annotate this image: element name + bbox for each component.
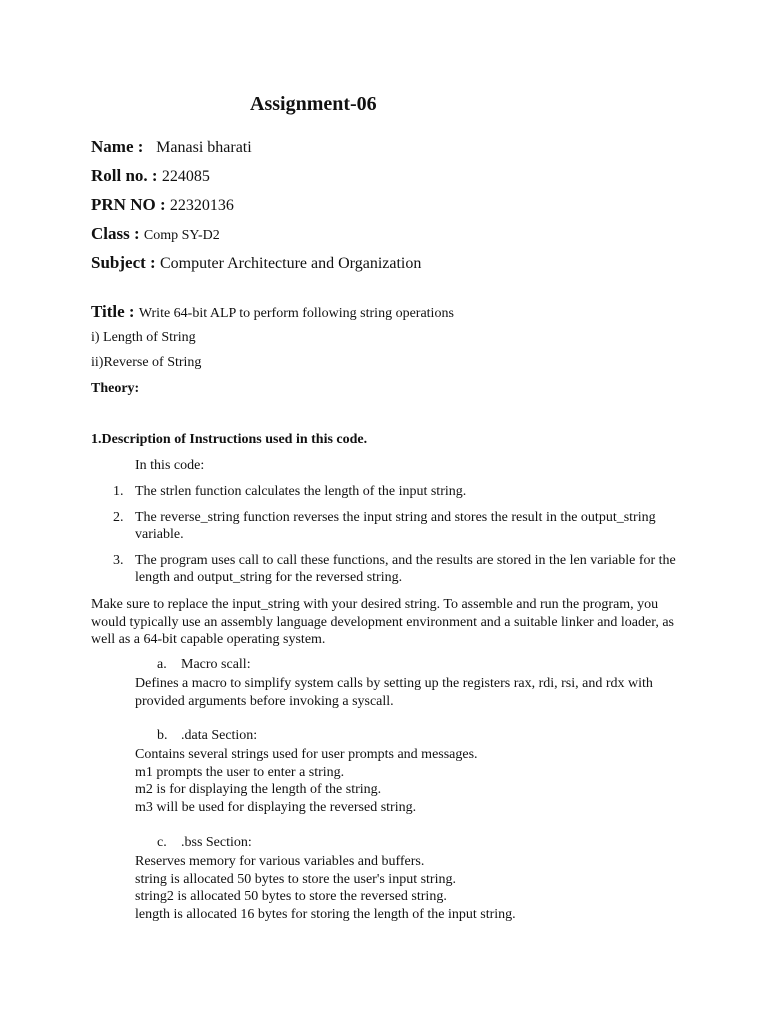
roll-row	[91, 166, 210, 186]
prn-row	[91, 195, 234, 215]
subsection-line: Contains several strings used for user prompts and messages.	[135, 747, 478, 762]
list-number: 2.	[113, 510, 124, 525]
subsection-heading: Macro scall:	[181, 657, 251, 672]
subsection-letter: b.	[157, 728, 168, 743]
subject-row	[91, 253, 421, 273]
subsection-c-title	[157, 835, 252, 851]
subsection-c-body	[135, 853, 695, 924]
subsection-line: m3 will be used for displaying the reversed string.	[135, 800, 417, 816]
prn-label: PRN NO :	[91, 195, 166, 214]
subsection-line: Reserves memory for various variables and buffers.	[135, 854, 425, 869]
class-label: Class :	[91, 224, 140, 243]
roll-label: Roll no. :	[91, 166, 158, 185]
theory-heading: Theory:	[91, 381, 140, 396]
subsection-line: length is allocated 16 bytes for storing the length of the input string.	[135, 907, 516, 923]
section-heading: 1.Description of Instructions used in this code.	[91, 432, 368, 447]
operation-length: i) Length of String	[91, 330, 196, 345]
subsection-b-body	[135, 746, 695, 817]
name-row	[91, 137, 252, 157]
class-value: Comp SY-D2	[143, 228, 220, 243]
list-text: The reverse_string function reverses the input string and stores the result in the output_string variable.	[135, 510, 656, 542]
subsection-a-body	[135, 675, 695, 710]
list-number: 1.	[113, 484, 124, 499]
subsection-line: m2 is for displaying the length of the string.	[135, 782, 382, 798]
subject-label: Subject :	[91, 253, 156, 272]
instructions-paragraph: Make sure to replace the input_string with your desired string. To assemble and run the program, you would typically use an assembly language development environment and a suitable linker and loader, as well as a 64-bit capable operating system.	[91, 597, 674, 647]
list-text: The strlen function calculates the length of the input string.	[135, 484, 467, 499]
subsection-line: m1 prompts the user to enter a string.	[135, 764, 345, 780]
subsection-a-title	[157, 657, 251, 673]
name-value: Manasi bharati	[156, 139, 252, 156]
roll-value: 224085	[161, 168, 210, 185]
list-text: The program uses call to call these functions, and the results are stored in the len variable for the length and output_string for the reversed string.	[135, 553, 676, 585]
subsection-line: string is allocated 50 bytes to store the user's input string.	[135, 871, 456, 887]
class-row	[91, 224, 220, 244]
assignment-title-label: Title :	[91, 302, 135, 321]
operation-reverse: ii)Reverse of String	[91, 355, 202, 370]
subsection-letter: a.	[157, 657, 167, 672]
document-title: Assignment-06	[250, 93, 377, 115]
subsection-b-title	[157, 728, 257, 744]
subject-value: Computer Architecture and Organization	[159, 255, 422, 272]
assignment-title-value: Write 64-bit ALP to perform following string operations	[138, 306, 454, 321]
subsection-line: Defines a macro to simplify system calls by setting up the registers rax, rdi, rsi, and rdx with provided arguments before invoking a syscall.	[135, 676, 653, 709]
subsection-letter: c.	[157, 835, 167, 850]
section-intro: In this code:	[135, 458, 205, 473]
subsection-heading: .bss Section:	[181, 835, 252, 850]
subsection-heading: .data Section:	[181, 728, 258, 743]
name-label: Name :	[91, 137, 144, 156]
assignment-title-row	[91, 302, 454, 322]
list-number: 3.	[113, 553, 124, 568]
subsection-line: string2 is allocated 50 bytes to store the reversed string.	[135, 889, 447, 905]
prn-value: 22320136	[169, 197, 234, 214]
